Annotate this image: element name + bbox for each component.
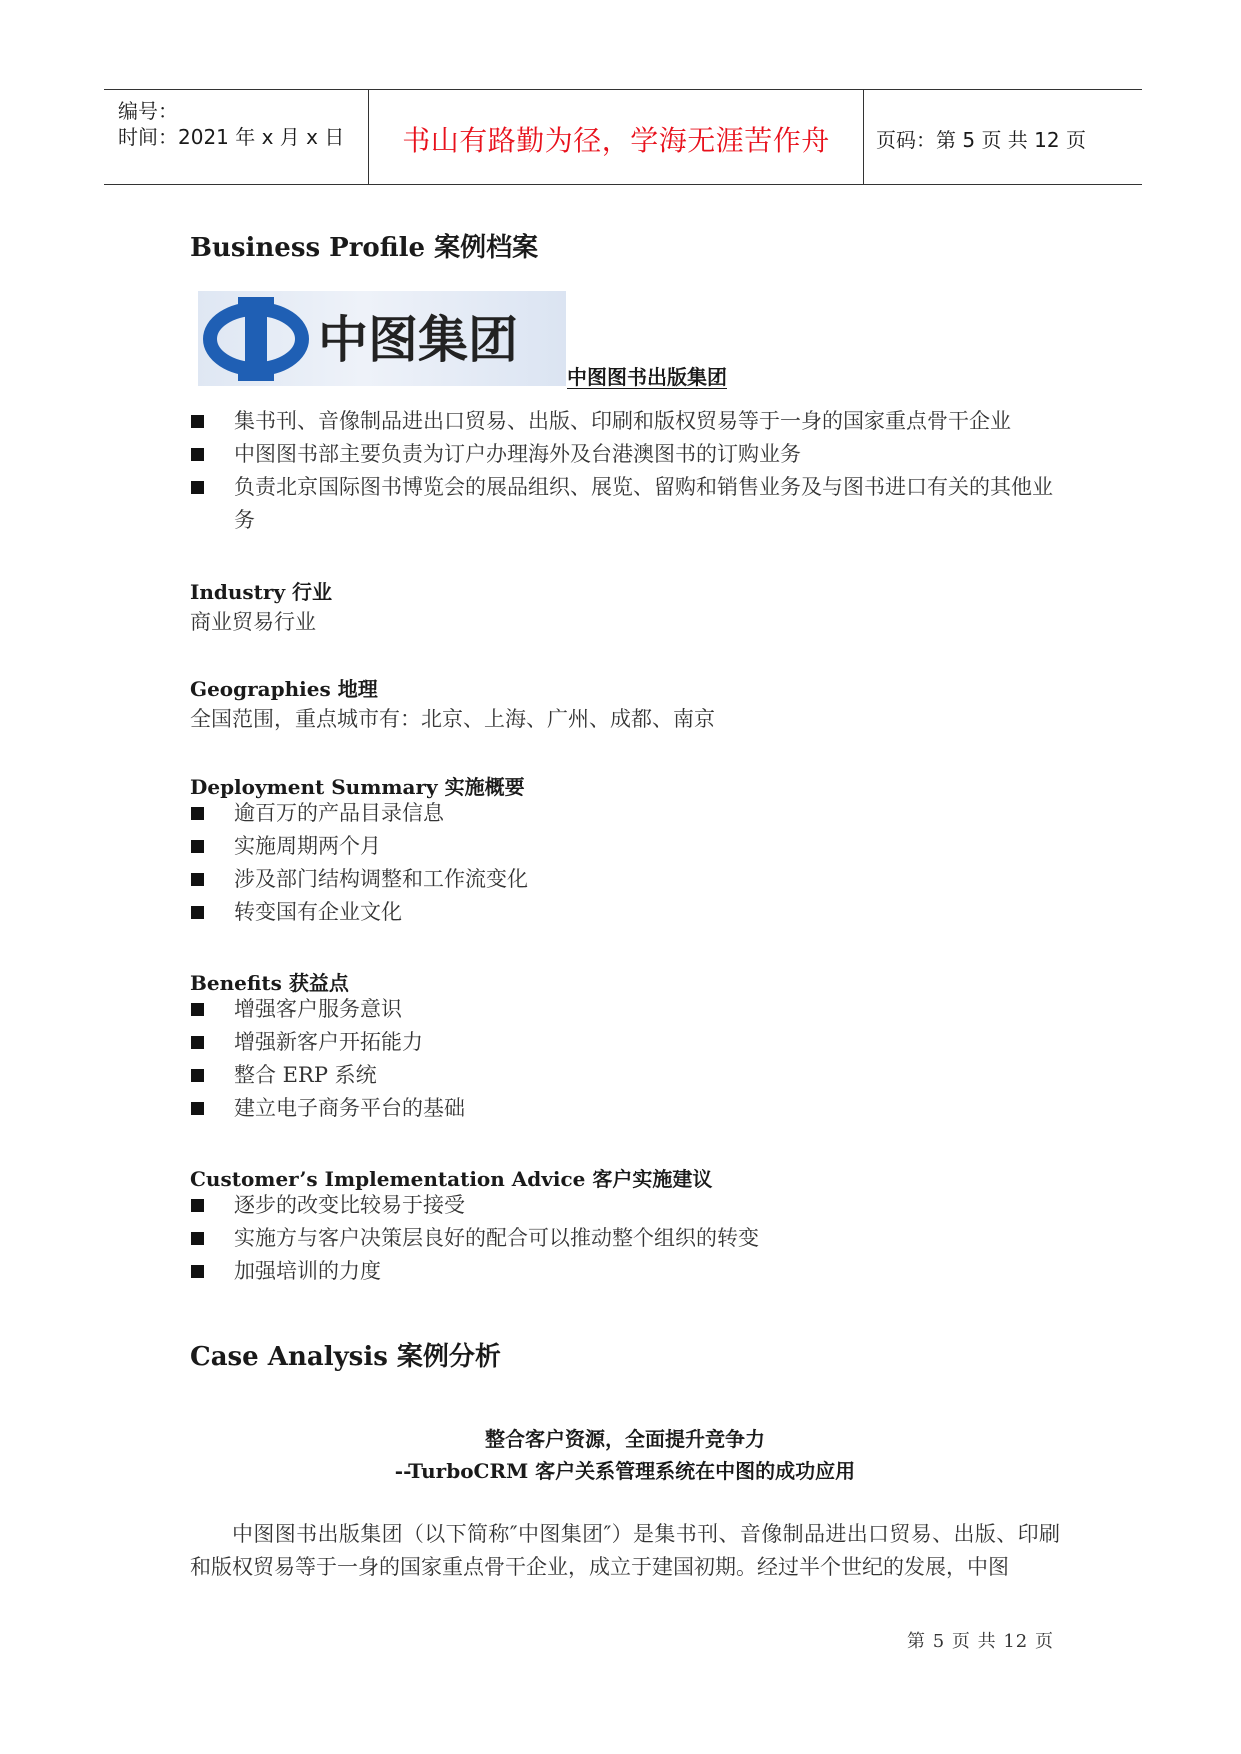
footer-page-number: 第 5 页 共 12 页 — [907, 1631, 1054, 1652]
bullet-square-icon — [191, 1265, 204, 1278]
advice-heading: Customer’s Implementation Advice 客户实施建议 — [190, 1167, 713, 1191]
bullet-square-icon — [191, 481, 204, 494]
list-item: 增强客户服务意识 — [190, 993, 1070, 1026]
page-header — [104, 89, 1142, 185]
bullet-square-icon — [191, 1232, 204, 1245]
geographies-heading: Geographies 地理 — [190, 677, 378, 701]
list-item: 增强新客户开拓能力 — [190, 1026, 1070, 1059]
list-item: 整合 ERP 系统 — [190, 1059, 1070, 1092]
analysis-subtitle-secondary: --TurboCRM 客户关系管理系统在中图的成功应用 — [394, 1459, 856, 1483]
benefits-heading: Benefits 获益点 — [190, 971, 349, 995]
advice-list — [190, 1189, 1070, 1288]
motto-text: 书山有路勤为径，学海无涯苦作舟 — [402, 124, 830, 157]
industry-text: 商业贸易行业 — [190, 610, 316, 634]
header-page-number: 页码：第 5 页 共 12 页 — [876, 128, 1086, 152]
bullet-square-icon — [191, 415, 204, 428]
benefits-list — [190, 993, 1070, 1125]
list-item: 实施方与客户决策层良好的配合可以推动整个组织的转变 — [190, 1222, 1070, 1255]
bullet-square-icon — [191, 1199, 204, 1212]
list-item: 中图图书部主要负责为订户办理海外及台港澳图书的订购业务 — [190, 438, 1070, 471]
bullet-square-icon — [191, 448, 204, 461]
bullet-square-icon — [191, 873, 204, 886]
deployment-heading: Deployment Summary 实施概要 — [190, 775, 525, 799]
bullet-square-icon — [191, 1003, 204, 1016]
bullet-square-icon — [191, 906, 204, 919]
list-item: 加强培训的力度 — [190, 1255, 1070, 1288]
list-item: 逐步的改变比较易于接受 — [190, 1189, 1070, 1222]
business-profile-title: Business Profile 案例档案 — [190, 233, 539, 263]
deployment-list — [190, 797, 1070, 929]
bullet-square-icon — [191, 1036, 204, 1049]
list-item: 涉及部门结构调整和工作流变化 — [190, 863, 1070, 896]
bullet-square-icon — [191, 840, 204, 853]
list-item: 集书刊、音像制品进出口贸易、出版、印刷和版权贸易等于一身的国家重点骨干企业 — [190, 405, 1070, 438]
bullet-square-icon — [191, 1069, 204, 1082]
list-item: 负责北京国际图书博览会的展品组织、展览、留购和销售业务及与图书进口有关的其他业务 — [190, 471, 1070, 537]
profile-bullet-list — [190, 405, 1070, 537]
geographies-text: 全国范围，重点城市有：北京、上海、广州、成都、南京 — [190, 707, 715, 731]
bullet-square-icon — [191, 807, 204, 820]
case-analysis-title: Case Analysis 案例分析 — [190, 1342, 501, 1372]
analysis-subtitle: 整合客户资源，全面提升竞争力 — [485, 1427, 765, 1451]
analysis-paragraph: 中图图书出版集团（以下简称″中图集团″）是集书刊、音像制品进出口贸易、出版、印刷和版权贸易等于一身的国家重点骨干企业，成立于建国初期。经过半个世纪的发展，中图 — [190, 1522, 1060, 1579]
company-name-link[interactable]: 中图图书出版集团 — [567, 365, 727, 389]
list-item: 实施周期两个月 — [190, 830, 1070, 863]
header-page-cell — [864, 90, 1142, 184]
bullet-square-icon — [191, 1102, 204, 1115]
list-item: 逾百万的产品目录信息 — [190, 797, 1070, 830]
list-item: 建立电子商务平台的基础 — [190, 1092, 1070, 1125]
logo-emblem-icon — [198, 291, 566, 386]
logo-text: 中图集团 — [318, 310, 518, 369]
header-meta-cell — [104, 90, 369, 184]
company-logo — [198, 291, 566, 386]
industry-heading: Industry 行业 — [190, 580, 333, 604]
list-item: 转变国有企业文化 — [190, 896, 1070, 929]
header-motto-cell — [369, 90, 864, 184]
document-time-label: 时间：2021 年 x 月 x 日 — [118, 125, 345, 149]
document-number-label: 编号： — [118, 99, 178, 123]
